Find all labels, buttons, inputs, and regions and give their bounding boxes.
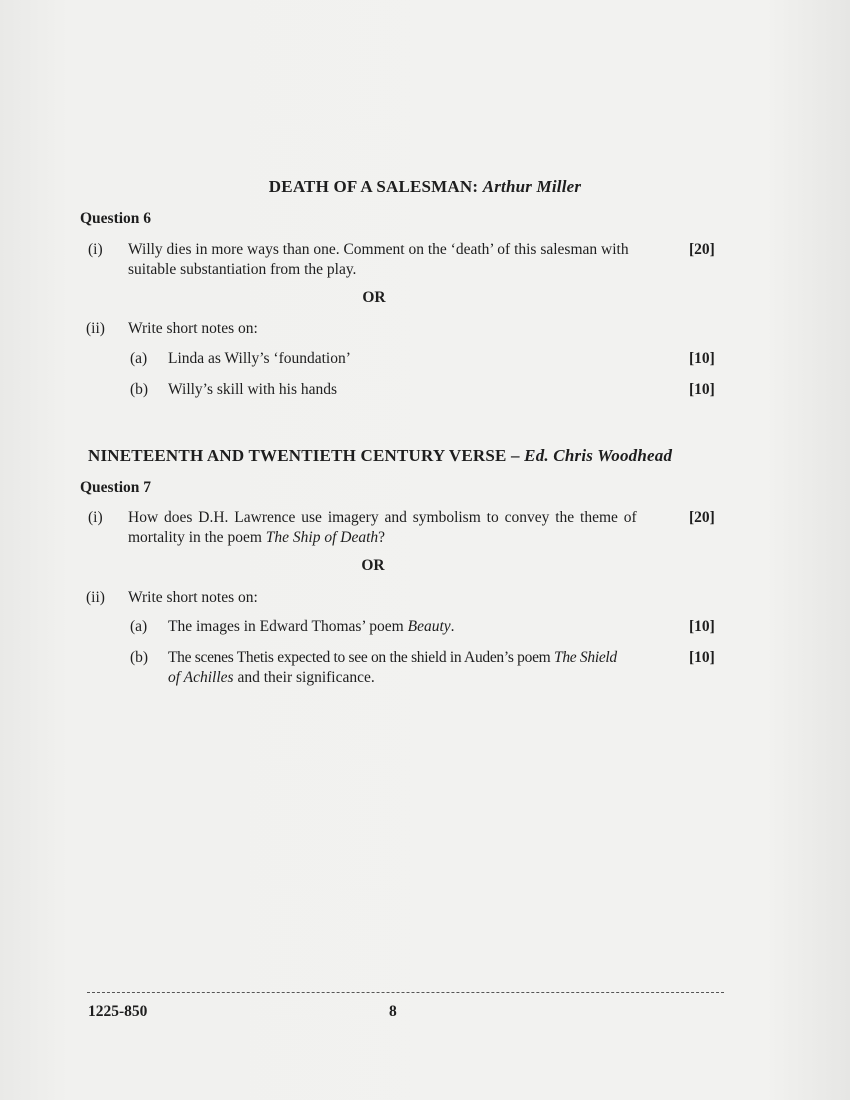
- q6-i-number: (i): [88, 241, 103, 258]
- q7-ii-a-poem-title: Beauty: [407, 618, 451, 635]
- q7-i-line2: [128, 528, 678, 548]
- q6-ii-a-number: (a): [130, 350, 148, 367]
- q7-ii-b-marks: [10]: [689, 649, 715, 666]
- q6-ii-text: Write short notes on:: [128, 320, 258, 337]
- q7-ii-text: Write short notes on:: [128, 589, 258, 606]
- q7-ii-a-number: (a): [130, 618, 148, 635]
- q7-ii-a-text: [168, 617, 455, 637]
- q7-ii-b-poem-title-part1: The Shield: [554, 649, 617, 666]
- q7-or-divider: OR: [361, 557, 385, 574]
- section-title-editor: Ed. Chris Woodhead: [524, 446, 673, 465]
- section-title-verse: [88, 446, 672, 466]
- section-title-text: NINETEENTH AND TWENTIETH CENTURY VERSE –: [88, 446, 525, 465]
- q6-or-divider: OR: [362, 289, 386, 306]
- q7-ii-b-number: (b): [130, 649, 149, 666]
- q7-i-poem-title: The Ship of Death: [265, 529, 379, 546]
- question-6-label: Question 6: [80, 210, 152, 227]
- q6-i-line2: suitable substantiation from the play.: [128, 261, 357, 278]
- q7-ii-b-line2-text: and their significance.: [233, 669, 375, 686]
- q7-i-line2-end: ?: [378, 529, 386, 546]
- q7-ii-b-line1: [168, 648, 683, 668]
- q7-ii-a-text-start: The images in Edward Thomas’ poem: [168, 618, 408, 635]
- q6-ii-a-text: Linda as Willy’s ‘foundation’: [168, 350, 351, 367]
- q7-i-text: [128, 508, 678, 548]
- q7-ii-number: (ii): [86, 589, 105, 606]
- q7-ii-a-text-end: .: [450, 618, 455, 635]
- section-title-death-of-a-salesman: [0, 177, 850, 197]
- q6-ii-b-text: Willy’s skill with his hands: [168, 381, 338, 398]
- q7-ii-b-line1-text: The scenes Thetis expected to see on the shield in Auden’s poem: [168, 649, 554, 666]
- q7-i-marks: [20]: [689, 509, 715, 526]
- q6-ii-number: (ii): [86, 320, 105, 337]
- q7-i-number: (i): [88, 509, 103, 526]
- q7-ii-a-marks: [10]: [689, 618, 715, 635]
- footer-divider: [87, 992, 724, 993]
- q7-ii-b-text: [168, 648, 683, 688]
- q7-i-line1: How does D.H. Lawrence use imagery and symbolism to convey the theme of: [128, 509, 637, 526]
- q7-ii-b-line2: [168, 668, 683, 688]
- paper-code: 1225-850: [88, 1003, 148, 1020]
- q6-ii-b-marks: [10]: [689, 381, 715, 398]
- q7-i-line2-text: mortality in the poem: [128, 529, 266, 546]
- q6-ii-b-number: (b): [130, 381, 149, 398]
- question-7-label: Question 7: [80, 479, 152, 496]
- q6-i-marks: [20]: [689, 241, 715, 258]
- section-title-text: DEATH OF A SALESMAN:: [268, 177, 483, 196]
- section-title-author: Arthur Miller: [482, 177, 582, 196]
- q7-ii-b-poem-title-part2: of Achilles: [168, 669, 234, 686]
- q6-ii-a-marks: [10]: [689, 350, 715, 367]
- q6-i-text: [128, 240, 678, 280]
- q6-i-line1: Willy dies in more ways than one. Comment on the ‘death’ of this salesman with: [128, 241, 629, 258]
- page-number: 8: [389, 1003, 397, 1020]
